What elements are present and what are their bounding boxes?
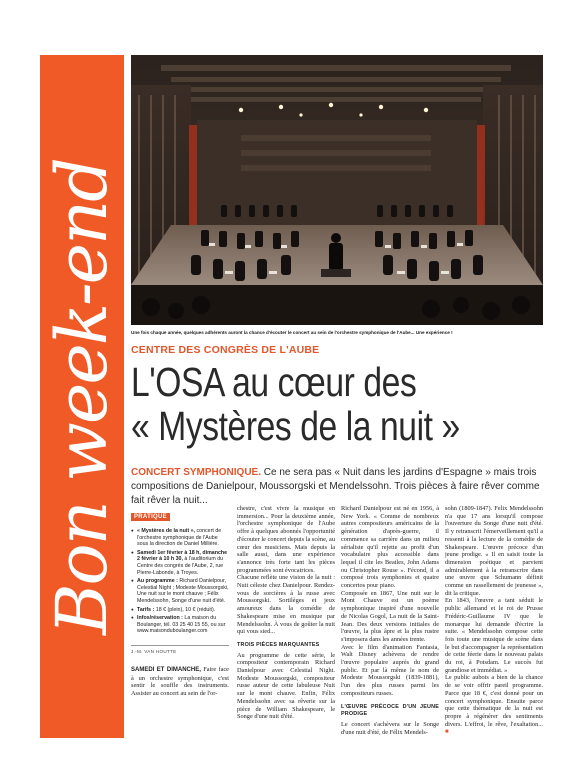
headline-line-2: « Mystères de la nuit » — [131, 403, 460, 449]
divider — [131, 645, 229, 646]
body-paragraph — [445, 674, 543, 737]
pratique-item-bold: « Mystères de la nuit », — [137, 528, 195, 534]
body-paragraph: Le concert s'achèvera sur le Songe d'une nuit d'été, de Félix Mendels- — [341, 720, 439, 736]
body-paragraph: sohn (1809-1847). Felix Mendelssohn n'a que 17 ans lorsqu'il compose l'ouverture du Songe d'une nuit d'été. Il y retranscrit l'émerveillement qu'il a ressenti à la lecture de la comédie de Shakespeare. L'œuvre précoce d'un jeune prodige. « Il en saisit toute la dimension poétique et parvient admirablement à la retranscrire dans une œuvre que Schumann définit comme un rassellement de jeunesse », dit la critique. — [445, 505, 543, 597]
lede-text: Ce ne sera pas « Nuit dans les jardins d'Espagne » mais trois compositions de Danielpour, Moussorgski et Mendelssohn. Trois pièces à faire rêver comme fait rêver la nuit... — [131, 467, 540, 506]
pratique-item-bold: Samedi 1er février à 18 h, dimanche 2 février à 10 h 30, — [137, 549, 228, 563]
pratique-item-bold: Tarifs : — [137, 606, 155, 613]
pratique-item-text: Richard Danielpour, Celestial Night ; Modeste Moussorgski, Une nuit sur le mont chauve ; Félix Mendelssohn, Songe d'une nuit d'été. — [137, 578, 229, 604]
pratique-item-text: La maison du Boulanger, tél. 03 25 40 15 55, ou sur www.maisonduboulanger.com — [137, 615, 226, 635]
photo-caption: Une fois chaque année, quelques adhérents auront la chance d'écouter le concert au sein de l'orchestre symphonique de l'Aube... Une expérience ! — [131, 330, 453, 335]
section-band-title: Bon week-end — [41, 158, 123, 635]
pratique-item — [131, 578, 229, 604]
body-column-2 — [237, 505, 335, 721]
body-paragraph: Composée en 1867, Une nuit sur le Mont Chauve est un poème symphonique inspiré d'une nouvelle de Nicolas Gogol, La nuit de la Saint-Jean. Des deux versions initiales de l'œuvre, la plus âpre et la plus rustre s'imposera dans les années trente. — [341, 589, 439, 643]
body-column-4 — [445, 505, 543, 737]
author-byline: J.-M. VAN HOUTTE — [131, 648, 177, 654]
body-paragraph: chestre, c'est vivre la musique en immersion... Pour la deuxième année, l'orchestre symphonique de l'Aube offre à quelques abonnés l'opportunité d'écouter le concert depuis la scène, au cœur des musiciens. Mais depuis la salle aussi, dans une expérience s'annonce très forte tant les pièces programmées sont évocatrices. — [237, 505, 335, 574]
pratique-item-bold: Au programme : — [137, 578, 178, 585]
body-column-3 — [341, 505, 439, 736]
pratique-item-bold: Infos/réservation : — [137, 615, 183, 622]
intro-paragraph — [131, 666, 229, 698]
orchestra-photo — [131, 55, 543, 325]
pratique-list — [131, 528, 229, 635]
pratique-item — [131, 607, 229, 614]
body-paragraph: Au programme de cette série, le compositeur contemporain Richard Danielpour avec Celestial Night. Modeste Moussorgski, compositeur russe auteur de cette fabuleuse Nuit sur le mont chauve. Enfin, Félix Mendelssohn avec sa rêverie sur la pièce de William Shakespeare, le Songe d'une nuit d'été. — [237, 651, 335, 721]
subhead: TROIS PIÈCES MARQUANTES — [237, 641, 320, 648]
orchestra-photo-drawing — [131, 55, 543, 325]
pratique-tag: PRATIQUE — [131, 513, 170, 521]
body-paragraph: Chacune reflète une vision de la nuit : Nuit céleste chez Danielpour. Rendez-vous de sorcières à la russe avec Moussorgski. Sortilèges et jeux amoureux dans la comédie de Shakespeare mise en musique par Mendelssohn. À vous de goûter la nuit qui vous sied... — [237, 574, 335, 636]
pratique-item-text: à l'auditorium du Centre des congrès de l'Aube, 2, rue Pierre-Labonde, à Troyes. — [137, 556, 224, 576]
section-band — [40, 55, 124, 738]
article-kicker: CENTRE DES CONGRÈS DE L'AUBE — [131, 344, 320, 356]
pratique-column — [131, 505, 229, 698]
end-mark-icon: ■ — [445, 729, 449, 736]
intro-text: Faire face à un orchestre symphonique, c'est sentir le souffle des instruments. Assister au concert au sein de l'or- — [131, 665, 229, 698]
article-lede — [131, 466, 543, 508]
body-paragraph-text: Le public aubois a bien de la chance de se voir offrir pareil programme. Parce que 18 €, c'est donné pour un concert symphonique. Ensuite parce que cette thématique de la nuit est propre à régénérer des sentiments divers. L'effroi, le rêve, l'exaltation... — [445, 674, 543, 728]
lede-label: CONCERT SYMPHONIQUE. — [131, 467, 262, 478]
pratique-item — [131, 615, 229, 635]
article-headline — [131, 360, 543, 448]
body-paragraph: Richard Danielpour est né en 1956, à New York. « Comme de nombreux autres compositeurs américains de la génération d'après-guerre, il commence sa carrière dans un milieu sérialiste qu'il rejette au profit d'un vocabulaire plus accessible dans lequel il cite les Beatles, John Adams ou Christopher Rouse ». Fécond, il a composé trois symphonies et quatre concertos pour piano. — [341, 505, 439, 590]
subhead: L'ŒUVRE PRÉCOCE D'UN JEUNE PRODIGE — [341, 703, 439, 718]
body-paragraph: Avec le film d'animation Fantasia, Walt Disney achèvera de rendre l'œuvre populaire auprès du grand public. Et par là même le nom de Modeste Moussorgski (1839-1881), l'un des plus russes parmi les compositeurs russes. — [341, 643, 439, 697]
body-paragraph: En 1843, l'œuvre a tant séduit le public allemand et le roi de Prusse Frédéric-Guillaume IV que le monarque lui demande d'écrire la suite. « Mendelssohn compose cette fois toute une musique de scène dans le but d'accompagner la représentation de cette féerie dans le nouveau palais du roi, à Potsdam. Le succès fut grandiose et immédiat. » — [445, 597, 543, 674]
headline-line-1: L'OSA au cœur des — [131, 359, 417, 405]
intro-lead: SAMEDI ET DIMANCHE, — [131, 666, 201, 673]
pratique-item-text: concert de l'orchestre symphonique de l'Aube sous la direction de Daniel Millière. — [137, 528, 222, 548]
pratique-item — [131, 528, 229, 548]
pratique-item — [131, 550, 229, 576]
pratique-item-text: 18 € (plein), 10 € (réduit). — [154, 606, 216, 613]
